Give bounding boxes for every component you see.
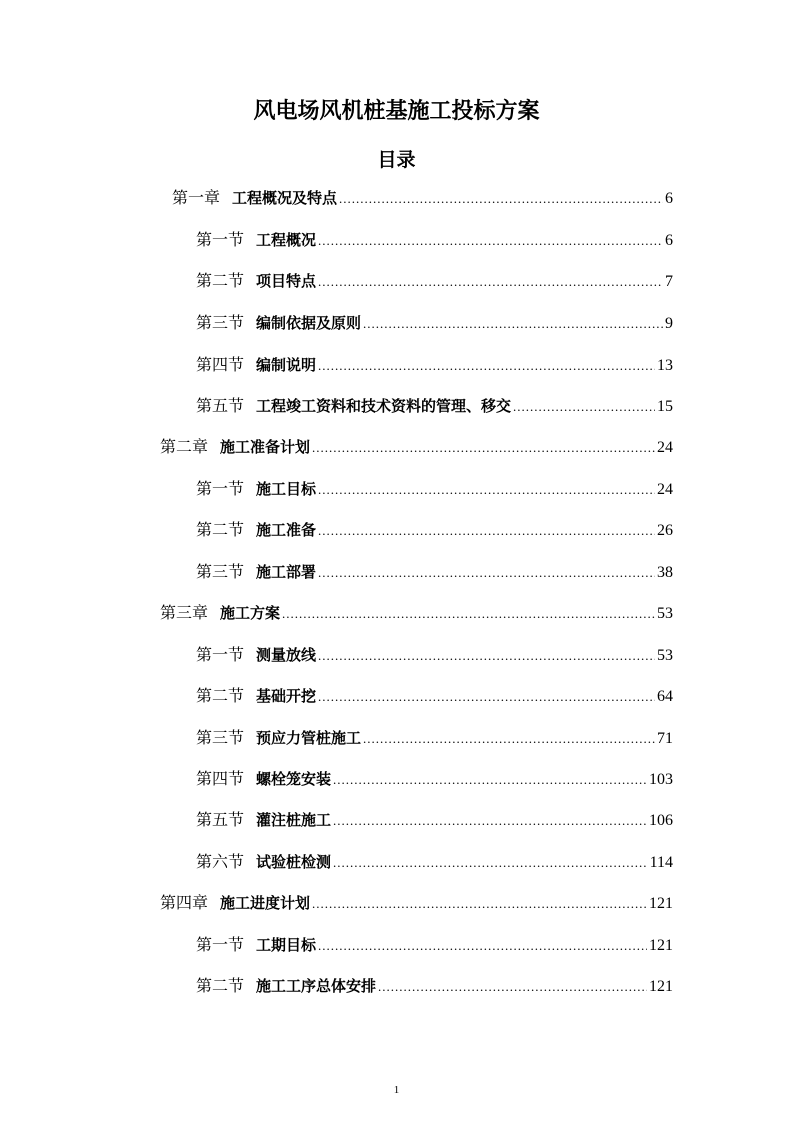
toc-entry-title: 预应力管桩施工	[256, 729, 362, 747]
toc-entry-chapter-3[interactable]	[160, 601, 673, 625]
toc-entry-page: 24	[657, 481, 673, 498]
toc-entry-title: 工程概况及特点	[232, 189, 338, 207]
toc-entry-page: 24	[657, 439, 673, 456]
toc-leader-dots	[363, 727, 655, 751]
toc-entry-section[interactable]	[196, 767, 673, 791]
toc-entry-number: 第一节	[196, 230, 245, 249]
toc-entry-section[interactable]	[196, 850, 673, 874]
toc-entry-page: 26	[657, 522, 673, 539]
toc-entry-page: 71	[657, 730, 673, 747]
toc-entry-number: 第二节	[196, 520, 245, 539]
toc-leader-dots	[378, 975, 647, 999]
toc-leader-dots	[318, 270, 663, 294]
toc-entry-section[interactable]	[196, 560, 673, 584]
toc-entry-page: 106	[649, 812, 673, 829]
toc-entry-section[interactable]	[196, 311, 673, 335]
toc-entry-title: 螺栓笼安装	[256, 770, 332, 788]
toc-entry-page: 7	[665, 273, 673, 290]
toc-entry-chapter-2[interactable]	[160, 435, 673, 459]
toc-leader-dots	[363, 312, 663, 336]
toc-entry-number: 第三章	[160, 603, 209, 622]
toc-entry-page: 121	[649, 978, 673, 995]
toc-entry-title: 灌注桩施工	[256, 811, 332, 829]
toc-leader-dots	[282, 602, 655, 626]
toc-leader-dots	[333, 768, 647, 792]
toc-entry-section[interactable]	[196, 684, 673, 708]
toc-entry-page: 64	[657, 688, 673, 705]
toc-entry-title: 工程概况	[256, 231, 317, 249]
toc-entry-page: 121	[649, 937, 673, 954]
toc-entry-page: 6	[665, 232, 673, 249]
toc-entry-page: 9	[665, 315, 673, 332]
toc-entry-number: 第一节	[196, 479, 245, 498]
toc-entry-page: 53	[657, 605, 673, 622]
toc-entry-title: 施工部署	[256, 563, 317, 581]
toc-leader-dots	[318, 229, 663, 253]
toc-entry-title: 工期目标	[256, 936, 317, 954]
toc-entry-title: 施工进度计划	[220, 894, 311, 912]
toc-entry-number: 第五节	[196, 396, 245, 415]
toc-entry-title: 施工工序总体安排	[256, 977, 377, 995]
toc-entry-page: 6	[665, 190, 673, 207]
toc-entry-number: 第一节	[196, 645, 245, 664]
toc-entry-title: 工程竣工资料和技术资料的管理、移交	[256, 397, 512, 415]
toc-entry-title: 项目特点	[256, 272, 317, 290]
toc-leader-dots	[318, 478, 655, 502]
toc-entry-number: 第四节	[196, 769, 245, 788]
toc-entry-number: 第二节	[196, 686, 245, 705]
toc-entry-page: 38	[657, 564, 673, 581]
toc-entry-number: 第三节	[196, 728, 245, 747]
toc-entry-section[interactable]	[196, 518, 673, 542]
toc-entry-page: 103	[649, 771, 673, 788]
toc-leader-dots	[312, 436, 655, 460]
toc-entry-chapter-1[interactable]	[172, 186, 673, 210]
toc-entry-title: 施工准备	[256, 521, 317, 539]
toc-entry-section[interactable]	[196, 353, 673, 377]
toc-entry-number: 第六节	[196, 852, 245, 871]
toc-entry-title: 施工准备计划	[220, 438, 311, 456]
toc-heading: 目录	[377, 149, 416, 171]
toc-entry-title: 测量放线	[256, 646, 317, 664]
toc-entry-page: 13	[657, 357, 673, 374]
toc-entry-page: 15	[657, 398, 673, 415]
toc-leader-dots	[318, 934, 647, 958]
toc-entry-section[interactable]	[196, 808, 673, 832]
toc-entry-title: 基础开挖	[256, 687, 317, 705]
toc-entry-number: 第三节	[196, 313, 245, 332]
toc-entry-number: 第三节	[196, 562, 245, 581]
toc-entry-title: 编制依据及原则	[256, 314, 362, 332]
toc-leader-dots	[318, 354, 655, 378]
toc-entry-number: 第四节	[196, 355, 245, 374]
toc-entry-section[interactable]	[196, 933, 673, 957]
toc-entry-title: 试验桩检测	[256, 853, 332, 871]
toc-leader-dots	[339, 187, 663, 211]
toc-entry-section[interactable]	[196, 269, 673, 293]
toc-entry-title: 施工目标	[256, 480, 317, 498]
toc-leader-dots	[333, 851, 648, 875]
toc-leader-dots	[513, 395, 655, 419]
toc-entry-number: 第一章	[172, 188, 221, 207]
toc-entry-section[interactable]	[196, 228, 673, 252]
toc-entry-number: 第二章	[160, 437, 209, 456]
toc-entry-number: 第一节	[196, 935, 245, 954]
toc-entry-page: 53	[657, 647, 673, 664]
toc-leader-dots	[318, 644, 655, 668]
toc-leader-dots	[318, 519, 655, 543]
toc-leader-dots	[333, 809, 647, 833]
toc-entry-number: 第五节	[196, 810, 245, 829]
toc-entry-number: 第二节	[196, 976, 245, 995]
toc-entry-number: 第四章	[160, 893, 209, 912]
toc-entry-section[interactable]	[196, 477, 673, 501]
toc-entry-title: 施工方案	[220, 604, 281, 622]
page-number: 1	[393, 1084, 400, 1096]
toc-entry-section[interactable]	[196, 974, 673, 998]
toc-leader-dots	[318, 561, 655, 585]
document-title: 风电场风机桩基施工投标方案	[253, 99, 540, 124]
toc-leader-dots	[312, 892, 647, 916]
toc-entry-section[interactable]	[196, 394, 673, 418]
toc-entry-page: 121	[649, 895, 673, 912]
toc-entry-number: 第二节	[196, 271, 245, 290]
toc-entry-section[interactable]	[196, 643, 673, 667]
toc-leader-dots	[318, 685, 655, 709]
toc-entry-page: 114	[649, 854, 673, 871]
toc-entry-chapter-4[interactable]	[160, 891, 673, 915]
toc-entry-section[interactable]	[196, 726, 673, 750]
toc-entry-title: 编制说明	[256, 356, 317, 374]
